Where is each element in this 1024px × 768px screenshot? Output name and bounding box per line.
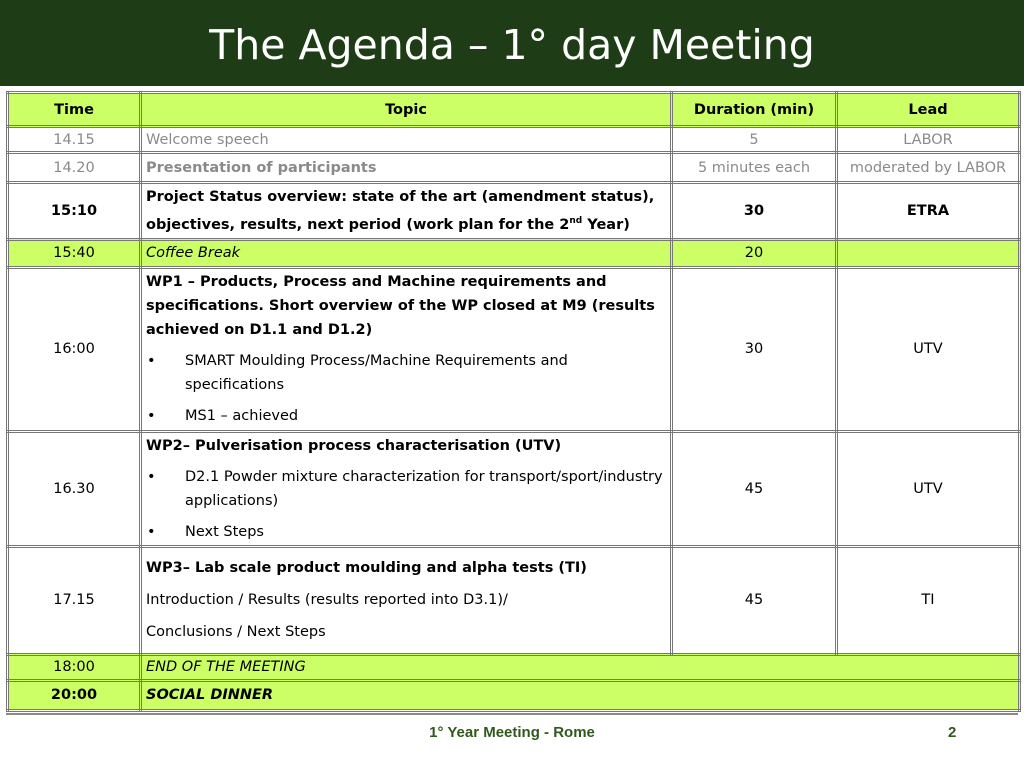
row-topic-line: Conclusions / Next Steps [146,624,326,641]
header-lead: Lead [837,93,1020,127]
row-duration: 5 [672,127,837,153]
row-time: 15:40 [8,239,141,267]
row-topic [141,183,672,240]
row-topic-heading: WP3– Lab scale product moulding and alpha tests (TI) [146,560,587,577]
row-time: 17.15 [8,546,141,654]
table-row [8,654,1020,680]
row-lead: LABOR [837,127,1020,153]
table-row [8,183,1020,240]
bullet-icon: • [147,353,156,370]
row-lead: ETRA [837,183,1020,240]
row-topic-text-end: Year) [582,216,630,233]
row-topic: Welcome speech [141,127,672,153]
row-time: 15:10 [8,183,141,240]
table-header-row [8,93,1020,127]
row-lead: moderated by LABOR [837,153,1020,183]
row-duration: 45 [672,546,837,654]
row-topic: Coffee Break [141,239,672,267]
table-row [8,153,1020,183]
row-duration: 5 minutes each [672,153,837,183]
table-row [8,680,1020,710]
bullet-item [146,520,666,544]
header-topic: Topic [141,93,672,127]
row-topic-heading: WP1 – Products, Process and Machine requirements and specifications. Short overview of the WP closed at M9 (results achieved on D1.1 and D1.2) [146,274,655,339]
agenda-table-container [6,91,1018,712]
agenda-table [6,91,1021,712]
bullet-icon: • [147,468,156,485]
row-time: 16.30 [8,431,141,546]
row-topic-line: Introduction / Results (results reported into D3.1)/ [146,592,508,609]
ordinal-suffix: nd [569,216,583,226]
row-topic [141,267,672,431]
header-time: Time [8,93,141,127]
row-topic [141,546,672,654]
row-topic [141,431,672,546]
table-row [8,127,1020,153]
bullet-icon: • [147,408,156,425]
bullet-icon: • [147,523,156,540]
bullet-text: SMART Moulding Process/Machine Requirements and specifications [185,353,568,394]
row-lead: TI [837,546,1020,654]
row-topic-text: Project Status overview: state of the art (amendment status), objectives, results, next period (work plan for the 2 [146,189,655,233]
row-duration: 30 [672,183,837,240]
row-time: 16:00 [8,267,141,431]
table-row [8,239,1020,267]
row-topic: SOCIAL DINNER [141,680,1020,710]
row-topic: Presentation of participants [141,153,672,183]
row-lead: UTV [837,267,1020,431]
header-duration: Duration (min) [672,93,837,127]
row-time: 14.20 [8,153,141,183]
row-time: 14.15 [8,127,141,153]
row-lead: UTV [837,431,1020,546]
row-time: 18:00 [8,654,141,680]
page-number: 2 [948,724,957,741]
footer-divider [6,713,1018,715]
row-topic-heading: WP2– Pulverisation process characterisation (UTV) [146,437,562,454]
title-bar [0,0,1024,86]
row-duration: 45 [672,431,837,546]
slide-title: The Agenda – 1° day Meeting [209,21,815,69]
footer-caption: 1° Year Meeting - Rome [429,724,595,741]
row-duration: 30 [672,267,837,431]
table-row [8,267,1020,431]
row-lead [837,239,1020,267]
bullet-item [146,349,666,397]
bullet-text: D2.1 Powder mixture characterization for transport/sport/industry applications) [185,468,663,509]
bullet-item [146,465,666,513]
row-topic: END OF THE MEETING [141,654,1020,680]
row-duration: 20 [672,239,837,267]
table-row [8,546,1020,654]
bullet-text: MS1 – achieved [185,408,299,425]
row-time: 20:00 [8,680,141,710]
bullet-item [146,404,666,428]
table-row [8,431,1020,546]
bullet-text: Next Steps [185,523,264,540]
